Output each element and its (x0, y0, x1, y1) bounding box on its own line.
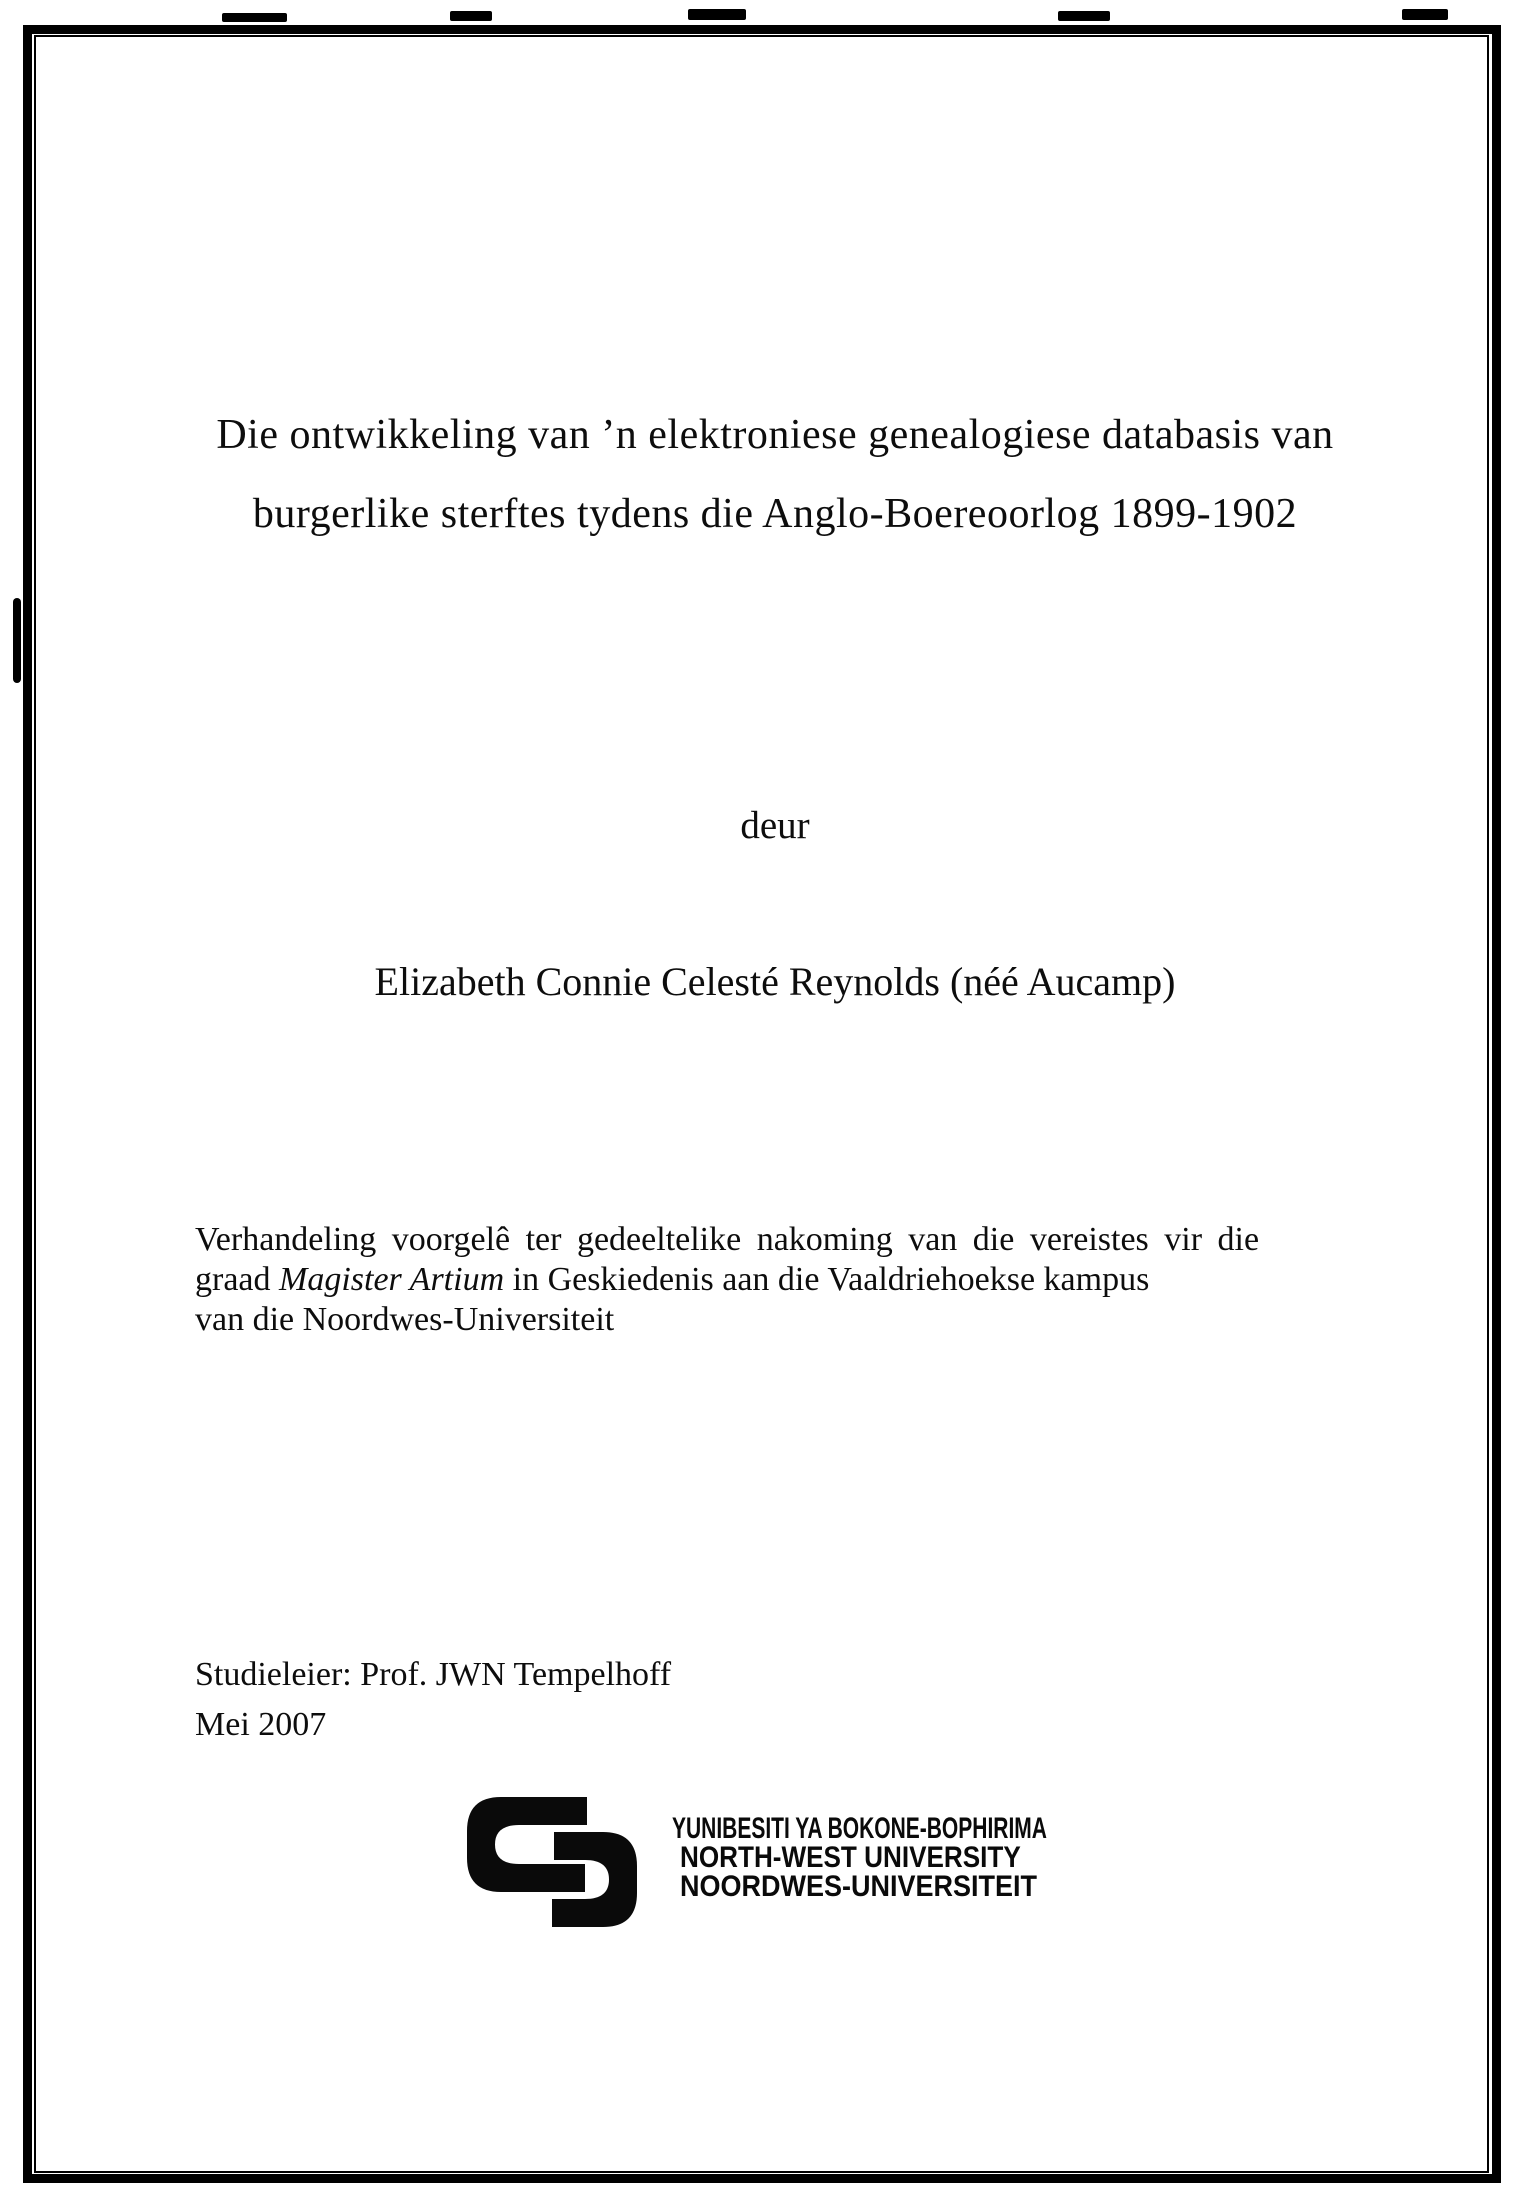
scan-artifact (688, 9, 746, 20)
submission-statement (195, 1220, 1355, 1340)
statement-line2-pre: graad (195, 1261, 280, 1298)
scan-artifact (1058, 11, 1110, 21)
date-line: Mei 2007 (195, 1706, 327, 1743)
university-name-afrikaans: NOORDWES-UNIVERSITEIT (680, 1870, 1038, 1903)
statement-line2-degree: Magister Artium (279, 1261, 505, 1298)
nwu-interlocked-links-logo-icon (467, 1797, 637, 1928)
thesis-title-line1: Die ontwikkeling van ’n elektroniese genealogiese databasis van (216, 412, 1334, 458)
statement-line1: Verhandeling voorgelê ter gedeeltelike nakoming van die vereistes vir die (195, 1221, 1260, 1258)
university-wordmark (672, 1814, 1208, 1901)
scan-artifact (1402, 9, 1448, 20)
byline-label: deur (740, 804, 810, 847)
scan-artifact (450, 11, 492, 21)
supervisor-line: Studieleier: Prof. JWN Tempelhoff (195, 1656, 672, 1693)
author-name: Elizabeth Connie Celesté Reynolds (néé Aucamp) (374, 959, 1176, 1004)
supervisor-block (195, 1650, 671, 1750)
university-name-setswana: YUNIBESITI YA BOKONE-BOPHIRIMA (672, 1812, 1047, 1845)
university-name-english: NORTH-WEST UNIVERSITY (680, 1841, 1021, 1874)
scan-artifact (222, 13, 287, 22)
statement-line2-post: in Geskiedenis aan die Vaaldriehoekse kampus (504, 1261, 1150, 1298)
scan-artifact (13, 598, 21, 683)
statement-line3: van die Noordwes-Universiteit (195, 1301, 615, 1338)
thesis-title-line2: burgerlike sterftes tydens die Anglo-Boereoorlog 1899-1902 (252, 491, 1298, 537)
thesis-title (190, 396, 1360, 554)
statement-line2 (195, 1260, 1355, 1300)
